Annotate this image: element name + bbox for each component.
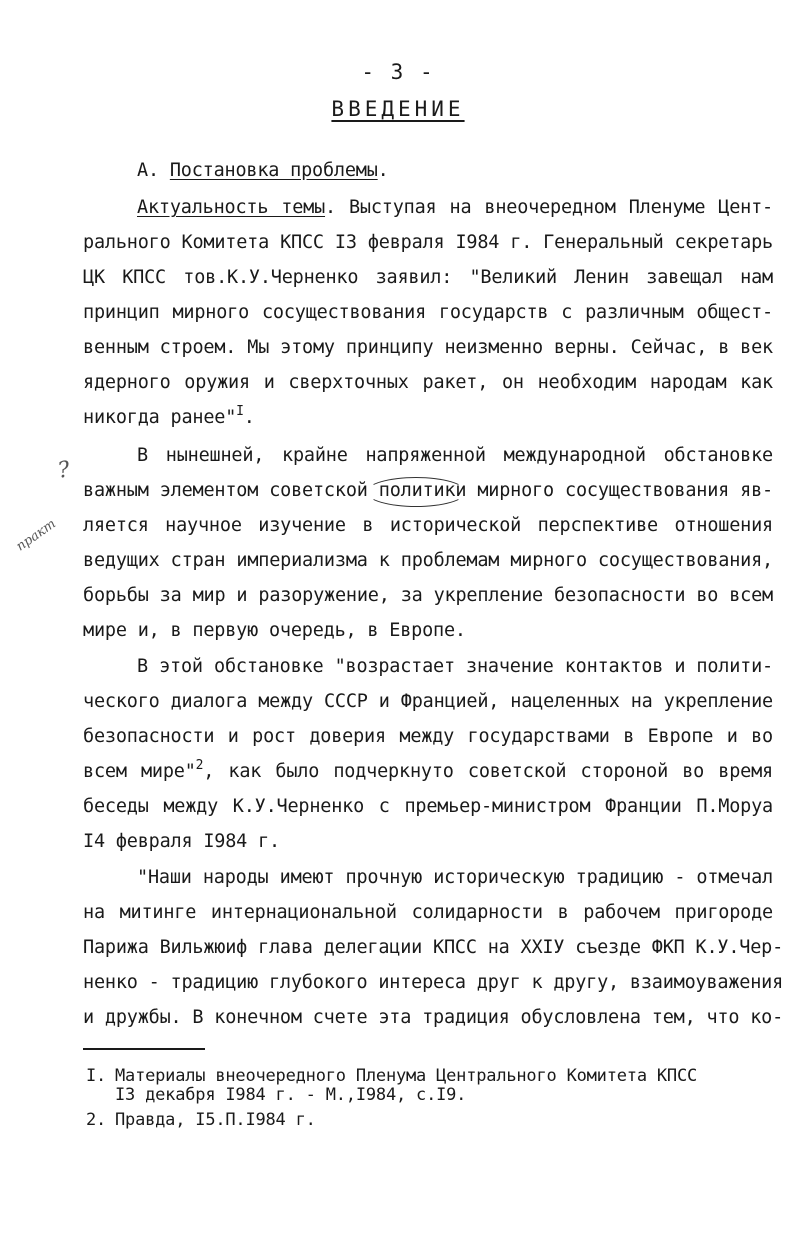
heading-text: ВВЕДЕНИЕ [331,97,465,121]
text-line: венным строем. Мы этому принципу неизменно верны. Сейчас, в век [83,337,773,358]
margin-question-mark: ? [55,457,72,484]
section-heading [137,160,773,181]
text-line: ЦК КПСС тов.К.У.Черненко заявил: "Великий Ленин завещал нам [83,267,773,288]
text-line: мире и, в первую очередь, в Европе. [83,620,466,641]
page-number: - 3 - [361,60,435,84]
text-line [83,404,773,428]
footnote-1-text: Материалы внеочередного Пленума Центрального Комитета КПСС [115,1066,698,1086]
text-line [83,758,773,782]
text-line: на митинге интернациональной солидарности в рабочем пригороде [83,902,773,923]
text-line: ведущих стран империализма к проблемам мирного сосуществования, [83,550,773,571]
footnote-1-number: I. [86,1066,107,1086]
footnote-2-text: Правда, I5.П.I984 г. [115,1110,316,1130]
text-line: принцип мирного сосуществования государств с различным общест- [83,302,773,323]
text-span: . [243,407,255,428]
text-line: ческого диалога между СССР и Францией, нацеленных на укрепление [83,691,773,712]
section-title-end: . [377,160,389,181]
text-span: всем мире" [83,761,196,782]
text-line: Парижа Вильжюиф глава делегации КПСС на XXIУ съезде ФКП К.У.Чер- [83,937,784,958]
topic-lead: Актуальность темы [137,197,326,218]
text-line: ненко - традицию глубокого интереса друг к другу, взаимоуважения [83,972,784,993]
footnote-divider [83,1048,205,1050]
text-span: . Выступая на внеочередном Пленуме Цент- [325,197,773,218]
text-line: В этой обстановке "возрастает значение контактов и полити- [137,656,773,677]
text-line: важным элементом советской политики мирного сосуществования яв- [83,480,773,501]
text-line: ядерного оружия и сверхточных ракет, он необходим народам как [83,372,773,393]
text-span: , как было подчеркнуто советской стороной во время [203,761,773,782]
margin-handwritten-note: практ [13,516,59,555]
section-marker: А. [137,160,159,181]
text-line: ляется научное изучение в исторической перспективе отношения [83,515,773,536]
footnote-ref-1: I [236,404,244,419]
section-title: Постановка проблемы [169,160,378,181]
footnote-1-text-cont: I3 декабря I984 г. - М.,I984, с.I9. [115,1085,467,1105]
text-line: В нынешней, крайне напряженной международной обстановке [137,445,773,466]
text-line: рального Комитета КПСС I3 февраля I984 г. Генеральный секретарь [83,232,773,253]
text-span: никогда ранее" [83,407,237,428]
footnote-ref-2: 2 [195,758,204,773]
page-title [0,97,796,121]
text-line: беседы между К.У.Черненко с премьер-министром Франции П.Моруа [83,796,773,817]
text-line: и дружбы. В конечном счете эта традиция обусловлена тем, что ко- [83,1007,784,1028]
text-line [137,197,773,218]
text-line: безопасности и рост доверия между государствами в Европе и во [83,726,773,747]
footnote-2-number: 2. [86,1110,107,1130]
text-line: I4 февраля I984 г. [83,831,280,852]
text-line: борьбы за мир и разоружение, за укрепление безопасности во всем [83,585,773,606]
text-line: "Наши народы имеют прочную историческую традицию - отмечал [137,867,773,888]
